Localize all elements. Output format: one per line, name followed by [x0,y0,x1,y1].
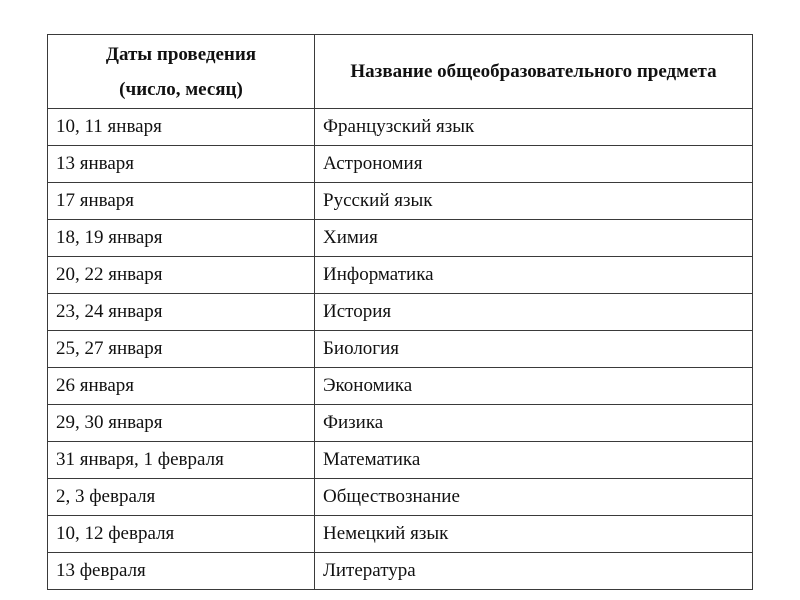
table-row [48,553,753,590]
cell-date: 17 января [48,183,315,220]
table-row [48,442,753,479]
cell-date: 10, 12 февраля [48,516,315,553]
cell-date: 20, 22 января [48,257,315,294]
cell-date: 18, 19 января [48,220,315,257]
cell-subject: Биология [315,331,753,368]
table-row [48,516,753,553]
cell-date: 2, 3 февраля [48,479,315,516]
cell-subject: Обществознание [315,479,753,516]
cell-date: 23, 24 января [48,294,315,331]
cell-subject: Русский язык [315,183,753,220]
header-dates-line2: (число, месяц) [119,78,243,100]
cell-date: 26 января [48,368,315,405]
table-body [48,109,753,590]
header-dates [48,35,315,109]
cell-date: 31 января, 1 февраля [48,442,315,479]
cell-date: 29, 30 января [48,405,315,442]
cell-subject: Литература [315,553,753,590]
header-dates-line1: Даты проведения [105,43,257,65]
schedule-table [47,34,753,590]
cell-subject: Астрономия [315,146,753,183]
table-header-row [48,35,753,109]
cell-subject: Немецкий язык [315,516,753,553]
cell-subject: Физика [315,405,753,442]
cell-subject: Французский язык [315,109,753,146]
cell-date: 10, 11 января [48,109,315,146]
table-row [48,109,753,146]
cell-date: 25, 27 января [48,331,315,368]
table-row [48,257,753,294]
cell-subject: Химия [315,220,753,257]
table-row [48,479,753,516]
cell-subject: Информатика [315,257,753,294]
table-row [48,331,753,368]
table-row [48,294,753,331]
cell-subject: История [315,294,753,331]
header-subject: Название общеобразовательного предмета [315,35,753,109]
table-row [48,405,753,442]
table-row [48,183,753,220]
cell-subject: Экономика [315,368,753,405]
table-row [48,220,753,257]
cell-subject: Математика [315,442,753,479]
table-row [48,368,753,405]
cell-date: 13 января [48,146,315,183]
table-row [48,146,753,183]
cell-date: 13 февраля [48,553,315,590]
